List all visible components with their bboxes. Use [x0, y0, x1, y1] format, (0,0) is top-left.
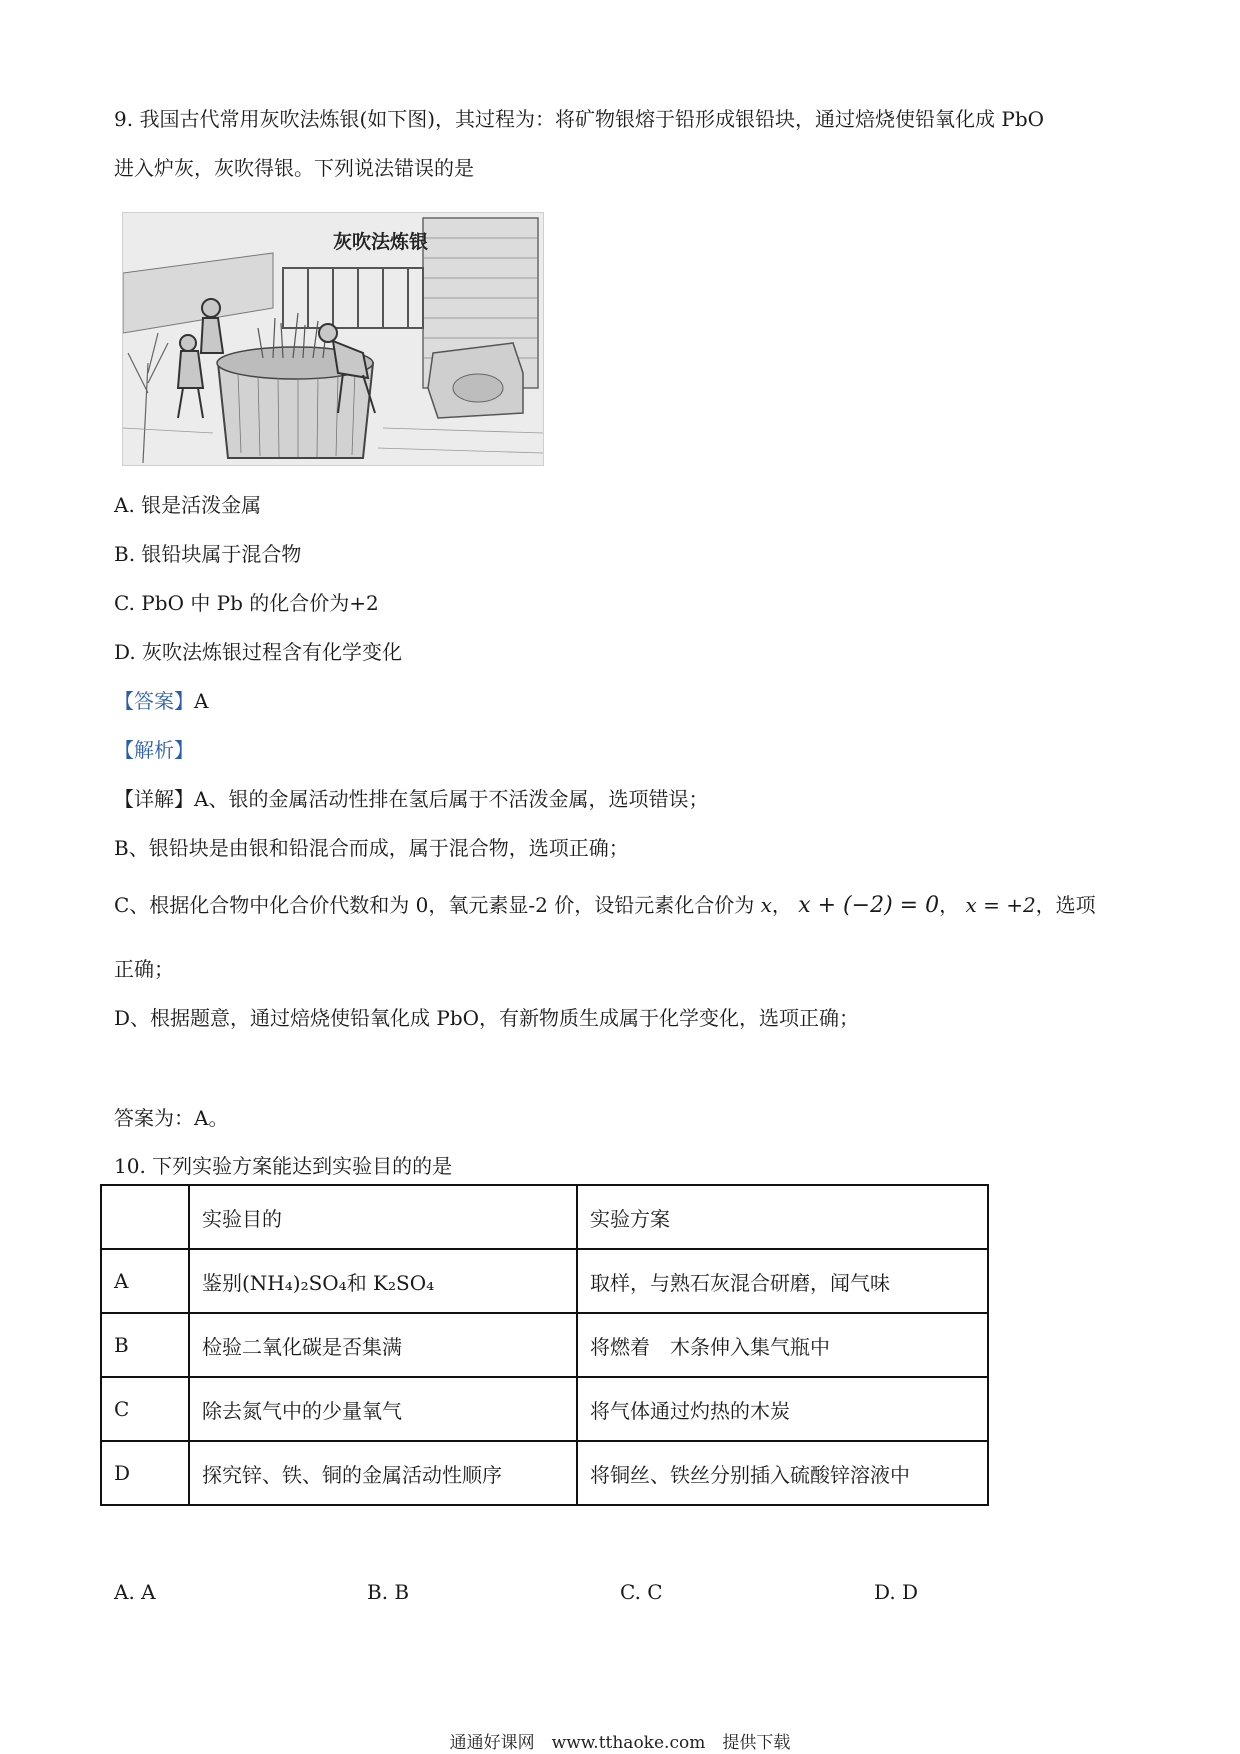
q9-conclusion: 答案为：A。 [114, 1106, 229, 1130]
detail-c-text: C、根据化合物中化合价代数和为 0，氧元素显-2 价，设铅元素化合价为 [114, 893, 755, 917]
q9-stem-line2: 进入炉灰，灰吹得银。下列说法错误的是 [114, 156, 474, 180]
q9-option-b: B. 银铅块属于混合物 [114, 542, 302, 566]
equation-1: x + (−2) = 0 [798, 893, 940, 918]
purpose-cell: 检验二氧化碳是否集满 [189, 1313, 577, 1377]
method-cell: 取样，与熟石灰混合研磨，闻气味 [577, 1249, 988, 1313]
row-label: D [101, 1441, 189, 1505]
purpose-cell: 除去氮气中的少量氧气 [189, 1377, 577, 1441]
q9-answer [114, 688, 208, 714]
detail-a [114, 786, 708, 812]
q10-option-b: B. B [367, 1580, 410, 1604]
table-row [101, 1441, 988, 1505]
q10-option-d: D. D [874, 1580, 919, 1604]
figure-title: 灰吹法炼银 [333, 231, 429, 253]
detail-c-line2: 正确； [114, 957, 174, 981]
header-cell: 实验目的 [189, 1185, 577, 1249]
q10-option-c: C. C [620, 1580, 663, 1604]
q9-stem-line1: 9. 我国古代常用灰吹法炼银(如下图)，其过程为：将矿物银熔于铅形成银铅块，通过焙烧使铅氧化成 PbO [114, 107, 1045, 131]
equation-2: x = +2 [965, 893, 1036, 917]
analysis-label: 【解析】 [114, 738, 194, 762]
q10-experiment-table [100, 1184, 989, 1506]
detail-a-text: A、银的金属活动性排在氢后属于不活泼金属，选项错误； [194, 787, 709, 811]
detail-label: 【详解】 [114, 787, 194, 811]
header-cell: 实验方案 [577, 1185, 988, 1249]
variable-x: x [760, 893, 772, 917]
method-cell: 将燃着 木条伸入集气瓶中 [577, 1313, 988, 1377]
q9-option-a: A. 银是活泼金属 [114, 493, 262, 517]
answer-value: A [194, 689, 209, 713]
method-cell: 将铜丝、铁丝分别插入硫酸锌溶液中 [577, 1441, 988, 1505]
table-header-row [101, 1185, 988, 1249]
header-cell [101, 1185, 189, 1249]
table-row [101, 1377, 988, 1441]
q10-stem: 10. 下列实验方案能达到实验目的的是 [114, 1154, 453, 1178]
detail-c-line1: C、根据化合物中化合价代数和为 0，氧元素显-2 价，设铅元素化合价为 x， x + (−2) = 0， x = +2，选项 [114, 893, 1096, 918]
table-row [101, 1249, 988, 1313]
q9-illustration [122, 212, 544, 466]
answer-label: 【答案】 [114, 689, 194, 713]
row-label: B [101, 1313, 189, 1377]
q10-option-a: A. A [114, 1580, 156, 1604]
q9-option-d: D. 灰吹法炼银过程含有化学变化 [114, 640, 403, 664]
row-label: C [101, 1377, 189, 1441]
page-footer: 通通好课网 www.tthaoke.com 提供下载 [449, 1733, 791, 1753]
detail-b: B、银铅块是由银和铅混合而成，属于混合物，选项正确； [114, 836, 629, 860]
detail-d: D、根据题意，通过焙烧使铅氧化成 PbO，有新物质生成属于化学变化，选项正确； [114, 1006, 860, 1030]
purpose-cell: 探究锌、铁、铜的金属活动性顺序 [189, 1441, 577, 1505]
purpose-cell: 鉴别(NH₄)₂SO₄和 K₂SO₄ [189, 1249, 577, 1313]
q9-option-c: C. PbO 中 Pb 的化合价为+2 [114, 591, 379, 615]
row-label: A [101, 1249, 189, 1313]
table-row [101, 1313, 988, 1377]
detail-c-tail: ，选项 [1035, 893, 1096, 917]
method-cell: 将气体通过灼热的木炭 [577, 1377, 988, 1441]
